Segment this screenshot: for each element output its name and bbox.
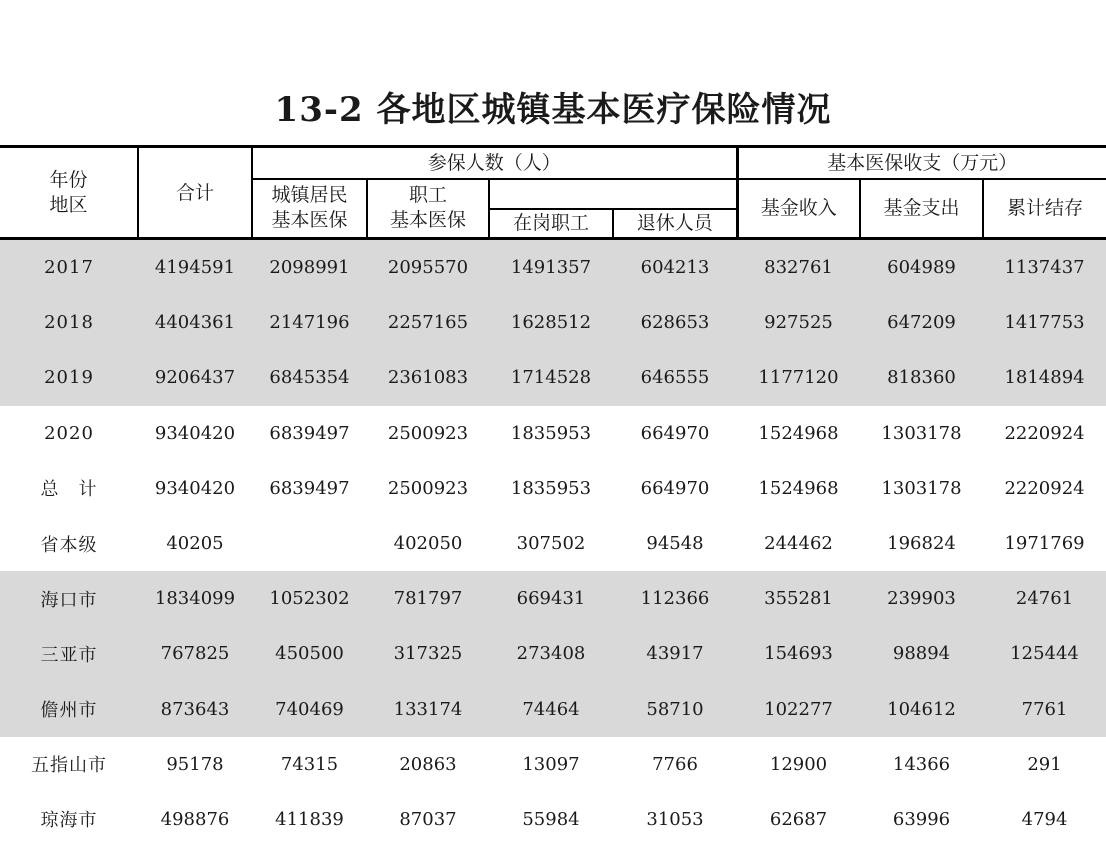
table-cell: 4794 bbox=[1021, 808, 1068, 830]
table-cell: 411839 bbox=[275, 808, 344, 830]
table-cell: 1052302 bbox=[252, 571, 367, 626]
table-cell: 2500923 bbox=[387, 422, 469, 444]
table-cell: 7761 bbox=[983, 682, 1106, 737]
table-cell: 62687 bbox=[769, 808, 828, 830]
table-row bbox=[0, 461, 1106, 516]
table-row bbox=[0, 406, 1106, 461]
table-cell: 154693 bbox=[737, 626, 860, 681]
table-cell: 1177120 bbox=[737, 350, 860, 405]
table-cell: 317325 bbox=[367, 626, 489, 681]
table-cell: 628653 bbox=[613, 295, 737, 350]
table-cell: 133174 bbox=[367, 682, 489, 737]
table-cell: 9206437 bbox=[138, 350, 252, 405]
table-cell: 2095570 bbox=[367, 239, 489, 296]
row-label: 儋州市 bbox=[0, 682, 138, 737]
table-row bbox=[0, 239, 1106, 296]
table-cell: 604213 bbox=[613, 239, 737, 296]
table-cell: 2257165 bbox=[367, 295, 489, 350]
table-cell: 646555 bbox=[613, 350, 737, 405]
table-cell: 40205 bbox=[166, 533, 224, 555]
header-employee-line2: 基本医保 bbox=[389, 209, 466, 232]
header-expense: 基金支出 bbox=[860, 179, 983, 239]
table-cell: 1303178 bbox=[881, 477, 962, 499]
header-resident bbox=[252, 179, 367, 239]
header-resident-line2: 基本医保 bbox=[271, 209, 348, 232]
row-label: 2019 bbox=[0, 350, 138, 405]
table-cell: 291 bbox=[1027, 753, 1062, 775]
header-employee bbox=[367, 179, 489, 239]
header-region: 地区 bbox=[49, 193, 88, 216]
row-label-header bbox=[0, 147, 138, 239]
table-cell: 767825 bbox=[138, 626, 252, 681]
table-cell: 2220924 bbox=[1004, 477, 1085, 499]
table-cell: 832761 bbox=[737, 239, 860, 296]
table-cell: 196824 bbox=[887, 533, 956, 555]
insurance-table bbox=[0, 145, 1106, 847]
table-cell: 95178 bbox=[166, 753, 224, 775]
table-cell: 6845354 bbox=[252, 350, 367, 405]
table-cell: 1835953 bbox=[510, 477, 592, 499]
table-row bbox=[0, 737, 1106, 792]
table-cell: 927525 bbox=[737, 295, 860, 350]
table-row bbox=[0, 571, 1106, 626]
table-cell: 1524968 bbox=[758, 422, 839, 444]
table-cell: 7766 bbox=[652, 753, 698, 775]
table-cell: 498876 bbox=[160, 808, 230, 830]
row-label: 总 计 bbox=[40, 479, 98, 501]
table-cell: 6839497 bbox=[269, 422, 350, 444]
table-cell: 104612 bbox=[860, 682, 983, 737]
table-cell: 307502 bbox=[516, 533, 586, 555]
table-cell: 102277 bbox=[737, 682, 860, 737]
table-cell: 94548 bbox=[646, 533, 704, 555]
row-label: 琼海市 bbox=[40, 810, 98, 832]
table-cell: 2098991 bbox=[252, 239, 367, 296]
table-cell: 1524968 bbox=[758, 477, 839, 499]
table-cell: 1814894 bbox=[983, 350, 1106, 405]
table-cell: 664970 bbox=[640, 477, 710, 499]
row-label: 海口市 bbox=[0, 571, 138, 626]
table-cell: 669431 bbox=[489, 571, 613, 626]
table-cell: 239903 bbox=[860, 571, 983, 626]
header-active: 在岗职工 bbox=[489, 209, 613, 239]
table-row bbox=[0, 792, 1106, 847]
table-cell: 1303178 bbox=[881, 422, 962, 444]
page-title: 13-2 各地区城镇基本医疗保险情况 bbox=[274, 90, 832, 130]
header-balance: 累计结存 bbox=[983, 179, 1106, 239]
table-cell: 20863 bbox=[399, 753, 457, 775]
table-cell: 647209 bbox=[860, 295, 983, 350]
header-group-fund: 基本医保收支（万元） bbox=[737, 147, 1106, 179]
table-cell: 98894 bbox=[860, 626, 983, 681]
table-cell: 1714528 bbox=[489, 350, 613, 405]
header-resident-line1: 城镇居民 bbox=[271, 184, 348, 207]
table-cell: 664970 bbox=[640, 422, 710, 444]
table-cell: 1835953 bbox=[510, 422, 592, 444]
table-cell: 13097 bbox=[522, 753, 580, 775]
table-cell: 4194591 bbox=[138, 239, 252, 296]
table-cell: 1137437 bbox=[983, 239, 1106, 296]
table-cell: 2500923 bbox=[387, 477, 469, 499]
row-label: 五指山市 bbox=[31, 755, 107, 777]
table-cell: 873643 bbox=[138, 682, 252, 737]
table-cell: 1417753 bbox=[983, 295, 1106, 350]
table-cell: 781797 bbox=[367, 571, 489, 626]
table-header bbox=[0, 147, 1106, 239]
header-group-insured: 参保人数（人） bbox=[252, 147, 737, 179]
table-cell: 31053 bbox=[646, 808, 704, 830]
table-cell: 604989 bbox=[860, 239, 983, 296]
row-label: 2018 bbox=[0, 295, 138, 350]
table-cell: 1491357 bbox=[489, 239, 613, 296]
table-cell: 244462 bbox=[764, 533, 833, 555]
table-cell: 87037 bbox=[399, 808, 457, 830]
table-cell: 402050 bbox=[393, 533, 463, 555]
table-cell: 63996 bbox=[892, 808, 951, 830]
table-body bbox=[0, 239, 1106, 848]
row-label: 2020 bbox=[44, 422, 94, 444]
table-cell: 2220924 bbox=[1004, 422, 1085, 444]
header-total: 合计 bbox=[138, 147, 252, 239]
table-cell: 6839497 bbox=[269, 477, 350, 499]
table-row bbox=[0, 682, 1106, 737]
table-cell: 74464 bbox=[489, 682, 613, 737]
table-row bbox=[0, 516, 1106, 571]
table-cell: 2147196 bbox=[252, 295, 367, 350]
row-label: 省本级 bbox=[40, 534, 98, 556]
table-row bbox=[0, 626, 1106, 681]
table-cell: 43917 bbox=[613, 626, 737, 681]
table-cell: 1971769 bbox=[1004, 533, 1085, 555]
table-cell: 4404361 bbox=[138, 295, 252, 350]
table-cell: 450500 bbox=[252, 626, 367, 681]
header-retired: 退休人员 bbox=[613, 209, 737, 239]
row-label: 2017 bbox=[0, 239, 138, 296]
table-row bbox=[0, 350, 1106, 405]
table-cell: 9340420 bbox=[154, 477, 236, 499]
table-cell: 12900 bbox=[769, 753, 828, 775]
table-cell: 273408 bbox=[489, 626, 613, 681]
table-cell: 74315 bbox=[280, 753, 339, 775]
table-row bbox=[0, 295, 1106, 350]
table-cell: 112366 bbox=[613, 571, 737, 626]
table-cell: 1628512 bbox=[489, 295, 613, 350]
table-cell: 9340420 bbox=[154, 422, 236, 444]
table-cell: 1834099 bbox=[138, 571, 252, 626]
table-cell: 24761 bbox=[983, 571, 1106, 626]
row-label: 三亚市 bbox=[0, 626, 138, 681]
table-cell: 125444 bbox=[983, 626, 1106, 681]
header-employee-line1: 职工 bbox=[408, 184, 447, 207]
table-cell bbox=[252, 516, 367, 571]
table-cell: 14366 bbox=[892, 753, 951, 775]
table-cell: 818360 bbox=[860, 350, 983, 405]
header-income: 基金收入 bbox=[737, 179, 860, 239]
header-year: 年份 bbox=[49, 168, 88, 191]
table-cell: 740469 bbox=[252, 682, 367, 737]
table-cell: 355281 bbox=[737, 571, 860, 626]
table-cell: 58710 bbox=[613, 682, 737, 737]
table-cell: 2361083 bbox=[367, 350, 489, 405]
header-employee-blank bbox=[489, 179, 737, 209]
table-cell: 55984 bbox=[522, 808, 580, 830]
